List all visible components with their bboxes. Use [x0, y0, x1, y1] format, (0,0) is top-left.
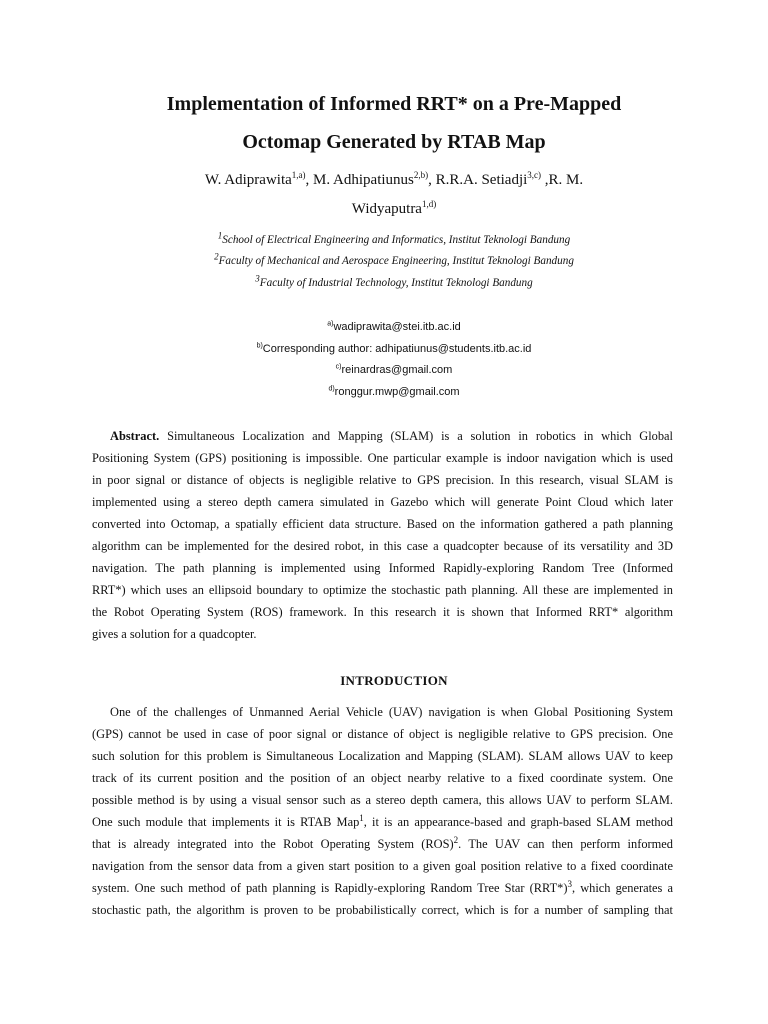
affiliation	[80, 253, 708, 269]
author-affiliation-mark: 1,d)	[421, 199, 437, 209]
author-name: M. Adhipatiunus	[313, 172, 414, 188]
section-heading-introduction: INTRODUCTION	[340, 673, 448, 688]
author-name: W. Adiprawita	[204, 172, 292, 188]
intro-text: , it is an appearance-based and graph-based SLAM method	[363, 815, 673, 829]
author-affiliation-mark: 2,b)	[413, 170, 429, 180]
author-email	[80, 362, 708, 378]
citation-mark: 3	[567, 878, 572, 889]
affiliation	[80, 275, 708, 291]
affiliation	[80, 232, 708, 248]
email-mark: a)	[327, 320, 334, 328]
author-email	[80, 319, 708, 335]
intro-line: such solution for this problem is Simultaneous Localization and Mapping (SLAM). SLAM allows UAV to keep	[92, 749, 673, 763]
abstract-line: algorithm can be implemented for the desired robot, in this case a quadcopter because of its versatility and 3D	[92, 539, 673, 553]
author-separator: ,	[428, 172, 436, 188]
intro-text: system. One such method of path planning is Rapidly-exploring Random Tree Star (RRT*)	[92, 881, 568, 895]
abstract-line: in poor signal or distance of objects is negligible relative to GPS precision. In this research, visual SLAM is	[92, 473, 673, 487]
intro-line: One of the challenges of Unmanned Aerial Vehicle (UAV) navigation is when Global Positioning System	[110, 705, 673, 719]
intro-text: that is already integrated into the Robot Operating System (ROS)	[92, 837, 454, 851]
email-text: reinardras@gmail.com	[341, 364, 453, 376]
email-mark: d)	[328, 385, 335, 393]
email-text: ronggur.mwp@gmail.com	[334, 386, 460, 398]
intro-line: (GPS) cannot be used in case of poor signal or distance of object is negligible relative to GPS precision. One	[92, 727, 673, 741]
affiliation-mark: 1	[217, 230, 223, 241]
abstract-line: converted into Octomap, a spatially efficient data structure. Based on the information gathered a path planning	[92, 517, 673, 531]
abstract-line: the Robot Operating System (ROS) framework. In this research it is shown that Informed RRT* algorithm	[92, 605, 673, 619]
intro-line	[92, 836, 673, 852]
intro-line: navigation from the sensor data from a given start position to a given goal position relative to a fixed coordinate	[92, 859, 673, 873]
author-list-continued	[80, 197, 708, 221]
author-name: R.R.A. Setiadji	[435, 172, 528, 188]
affiliation-mark: 2	[214, 251, 219, 262]
author-separator: ,	[305, 172, 314, 188]
email-text: Corresponding author: adhipatiunus@students.itb.ac.id	[262, 343, 532, 355]
abstract-line: RRT*) which uses an ellipsoid boundary to optimize the stochastic path planning. All these are implemented in	[92, 583, 673, 597]
abstract-line: navigation. The path planning is implemented using Informed Rapidly-exploring Random Tree (Informed	[92, 561, 673, 575]
intro-line	[92, 814, 673, 830]
author-name: Widyaputra	[351, 201, 422, 217]
author-email	[80, 384, 708, 400]
email-mark: c)	[335, 363, 342, 371]
abstract-line: Positioning System (GPS) positioning is impossible. One particular example is indoor navigation which is used	[92, 451, 673, 465]
intro-text: , which generates a	[571, 881, 674, 895]
intro-line: track of its current position and the position of an object nearby relative to a fixed coordinate system. One	[92, 771, 673, 785]
author-affiliation-mark: 1,a)	[291, 170, 306, 180]
paper-title-line-2: Octomap Generated by RTAB Map	[242, 131, 546, 153]
abstract-text: Simultaneous Localization and Mapping (SLAM) is a solution in robotics in which Global	[159, 429, 673, 443]
intro-text: . The UAV can then perform informed	[458, 837, 673, 851]
author-list	[80, 168, 708, 192]
abstract-label: Abstract.	[110, 429, 160, 443]
citation-mark: 2	[453, 834, 459, 845]
abstract-line	[110, 428, 673, 444]
intro-line	[92, 880, 673, 896]
intro-line: stochastic path, the algorithm is proven to be probabilistically correct, which is for a number of sampling that	[92, 903, 673, 917]
affiliation-mark: 3	[255, 273, 260, 284]
intro-line: possible method is by using a visual sensor such as a stereo depth camera, this allows UAV to perform SLAM.	[92, 793, 673, 807]
citation-mark: 1	[359, 812, 364, 823]
affiliation-text: School of Electrical Engineering and Informatics, Institut Teknologi Bandung	[222, 234, 571, 246]
email-mark: b)	[256, 342, 263, 350]
abstract-line: implemented using a stereo depth camera simulated in Gazebo which will generate Point Cloud which later	[92, 495, 673, 509]
email-text: wadiprawita@stei.itb.ac.id	[333, 321, 461, 333]
paper-title-line-1: Implementation of Informed RRT* on a Pre-Mapped	[166, 93, 622, 115]
author-separator: ,R. M.	[541, 172, 584, 188]
affiliation-text: Faculty of Industrial Technology, Institut Teknologi Bandung	[259, 277, 533, 289]
intro-text: One such module that implements it is RTAB Map	[92, 815, 360, 829]
abstract-line: gives a solution for a quadcopter.	[92, 627, 257, 641]
affiliation-text: Faculty of Mechanical and Aerospace Engineering, Institut Teknologi Bandung	[218, 255, 574, 267]
author-email	[80, 341, 708, 357]
author-affiliation-mark: 3,c)	[527, 170, 542, 180]
